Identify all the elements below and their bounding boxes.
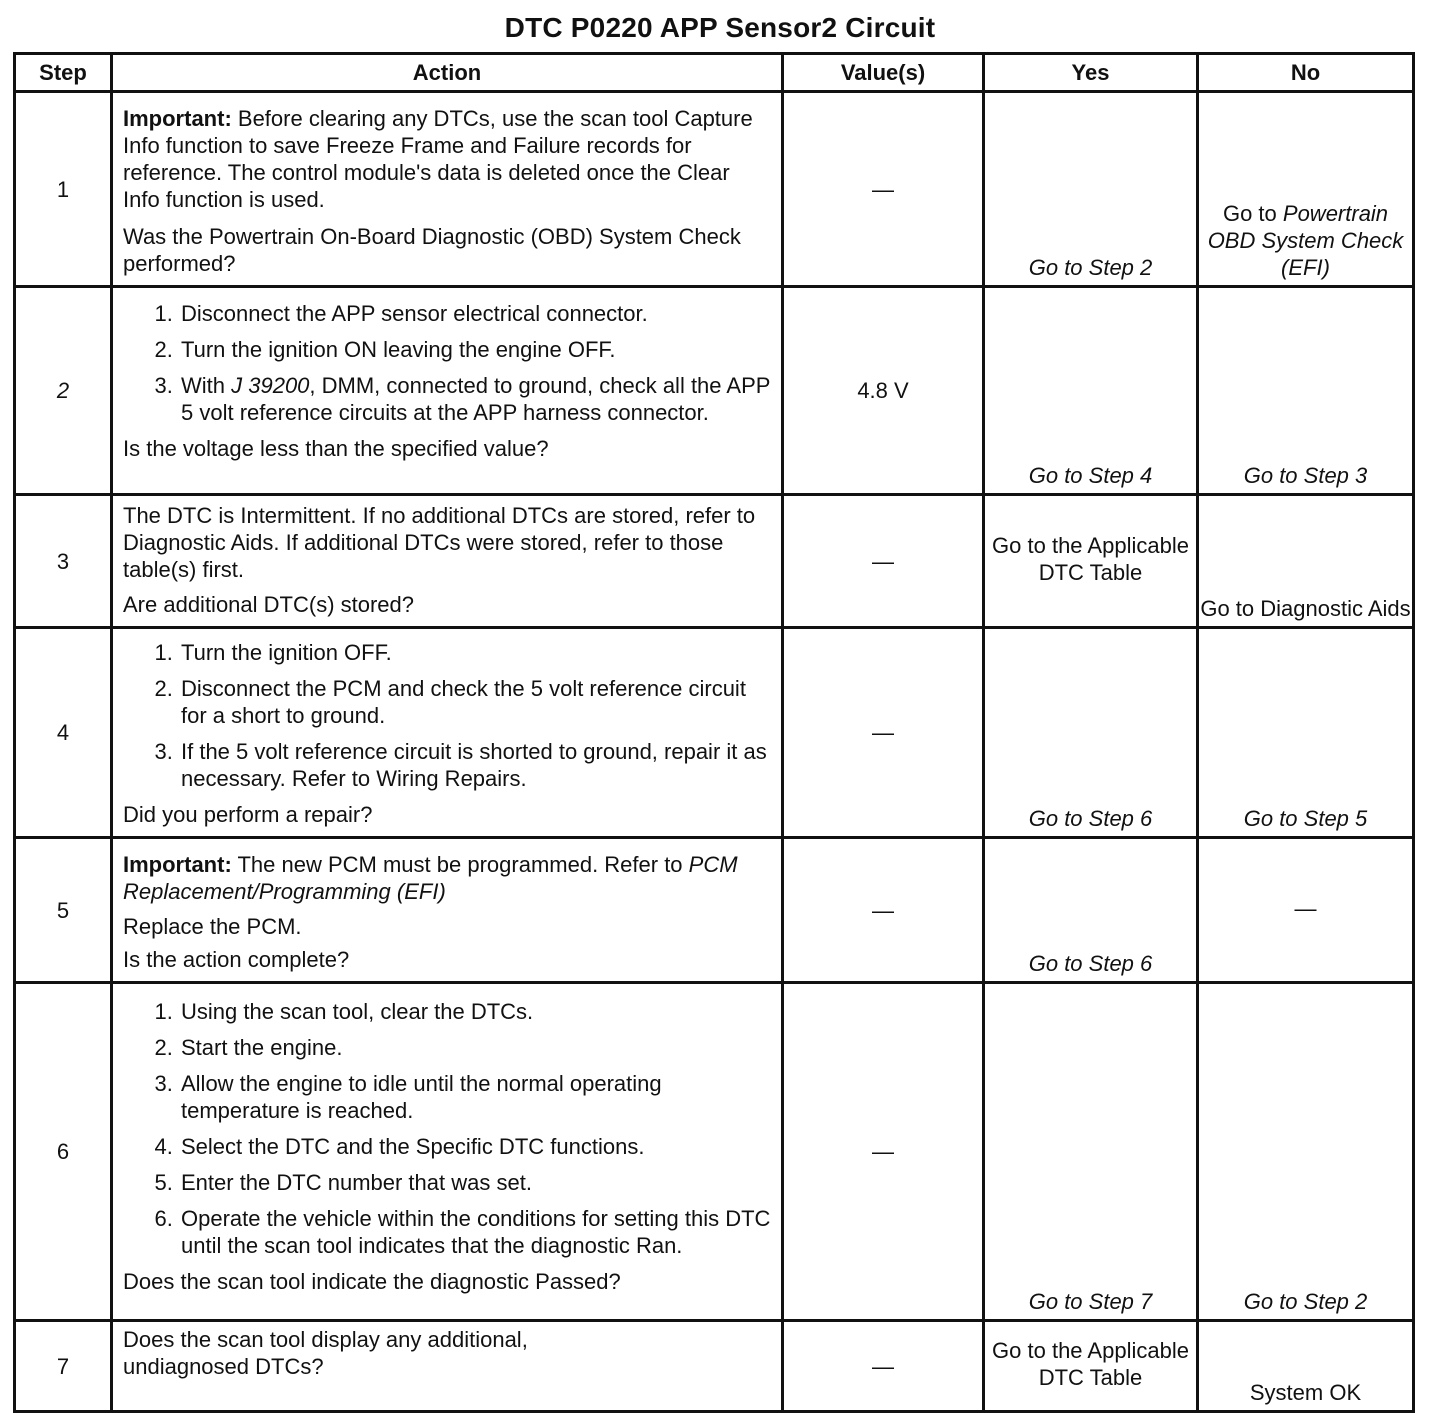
no-cell: Go to Step 3 <box>1198 287 1414 495</box>
value-cell: — <box>783 983 984 1321</box>
action-text: The DTC is Intermittent. If no additional DTCs are stored, refer to Diagnostic Aids. If additional DTCs were stored, refer to those table(s) first. <box>123 503 756 582</box>
action-steps <box>123 639 771 792</box>
header-no: No <box>1198 54 1414 92</box>
step-number: 5 <box>15 838 112 983</box>
step-number: 6 <box>15 983 112 1321</box>
action-question: Was the Powertrain On-Board Diagnostic (OBD) System Check performed? <box>123 224 741 276</box>
step-number: 4 <box>15 628 112 838</box>
step-text: With <box>181 373 225 398</box>
action-step: 2. Turn the ignition ON leaving the engine OFF. <box>179 336 771 363</box>
action-question: Is the action complete? <box>123 947 350 972</box>
action-instruction: Replace the PCM. <box>123 914 302 939</box>
no-cell: Go to Step 2 <box>1198 983 1414 1321</box>
yes-cell: Go to Step 6 <box>984 838 1198 983</box>
header-yes: Yes <box>984 54 1198 92</box>
value-cell: — <box>783 838 984 983</box>
action-step: 2. Start the engine. <box>179 1034 771 1061</box>
no-reference: Powertrain OBD System Check (EFI) <box>1207 201 1404 280</box>
important-text: Before clearing any DTCs, use the scan tool Capture Info function to save Freeze Frame and Failure records for reference. The control module's data is deleted once the Clear Info function is used. <box>123 106 753 212</box>
action-step: 1. Disconnect the APP sensor electrical connector. <box>179 300 771 327</box>
action-question: Are additional DTC(s) stored? <box>123 592 415 617</box>
table-row <box>15 1321 1414 1412</box>
tool-reference: J 39200 <box>231 373 310 398</box>
table-row <box>15 287 1414 495</box>
no-cell: — <box>1198 838 1414 983</box>
action-steps <box>123 300 771 426</box>
yes-cell: Go to Step 7 <box>984 983 1198 1321</box>
table-row <box>15 983 1414 1321</box>
yes-cell: Go to the Applicable DTC Table <box>984 1321 1198 1412</box>
value-cell: — <box>783 495 984 628</box>
action-cell <box>112 983 783 1321</box>
no-cell: Go to Step 5 <box>1198 628 1414 838</box>
action-cell <box>112 838 783 983</box>
value-cell: — <box>783 1321 984 1412</box>
action-question: Does the scan tool display any additional, undiagnosed DTCs? <box>123 1327 528 1379</box>
value-cell: — <box>783 92 984 287</box>
step-number: 3 <box>15 495 112 628</box>
action-cell <box>112 1321 783 1412</box>
no-cell: System OK <box>1198 1321 1414 1412</box>
important-text: The new PCM must be programmed. Refer to <box>237 852 683 877</box>
action-step: 1. Using the scan tool, clear the DTCs. <box>179 998 771 1025</box>
action-cell <box>112 495 783 628</box>
action-step: 3. Allow the engine to idle until the normal operating temperature is reached. <box>179 1070 771 1124</box>
dtc-table <box>13 52 1415 1413</box>
no-prefix: Go to <box>1222 201 1277 226</box>
important-reference: PCM Replacement/Programming (EFI) <box>123 852 738 904</box>
action-cell <box>112 628 783 838</box>
yes-cell: Go to the Applicable DTC Table <box>984 495 1198 628</box>
action-step: 3. If the 5 volt reference circuit is shorted to ground, repair it as necessary. Refer to Wiring Repairs. <box>179 738 771 792</box>
step-text: , DMM, connected to ground, check all the APP 5 volt reference circuits at the APP harness connector. <box>181 373 771 425</box>
yes-cell: Go to Step 2 <box>984 92 1198 287</box>
action-step: 5. Enter the DTC number that was set. <box>179 1169 771 1196</box>
header-action: Action <box>112 54 783 92</box>
action-step: 6. Operate the vehicle within the conditions for setting this DTC until the scan tool indicates that the diagnostic Ran. <box>179 1205 771 1259</box>
action-steps <box>123 998 771 1259</box>
action-question: Does the scan tool indicate the diagnostic Passed? <box>123 1269 621 1294</box>
no-cell <box>1198 92 1414 287</box>
table-row <box>15 92 1414 287</box>
yes-cell: Go to Step 4 <box>984 287 1198 495</box>
action-step: 1. Turn the ignition OFF. <box>179 639 771 666</box>
step-number: 1 <box>15 92 112 287</box>
action-cell <box>112 287 783 495</box>
action-step: 2. Disconnect the PCM and check the 5 volt reference circuit for a short to ground. <box>179 675 771 729</box>
action-step <box>179 372 771 426</box>
important-note <box>123 105 771 213</box>
value-cell: 4.8 V <box>783 287 984 495</box>
action-question: Did you perform a repair? <box>123 802 373 827</box>
important-label: Important: <box>123 852 232 877</box>
header-values: Value(s) <box>783 54 984 92</box>
important-note <box>123 851 771 905</box>
action-step: 4. Select the DTC and the Specific DTC functions. <box>179 1133 771 1160</box>
header-step: Step <box>15 54 112 92</box>
important-label: Important: <box>123 106 232 131</box>
page-title: DTC P0220 APP Sensor2 Circuit <box>504 12 936 43</box>
step-number: 2 <box>15 287 112 495</box>
table-row <box>15 838 1414 983</box>
step-number: 7 <box>15 1321 112 1412</box>
header-row <box>15 54 1414 92</box>
yes-cell: Go to Step 6 <box>984 628 1198 838</box>
action-cell <box>112 92 783 287</box>
table-row <box>15 495 1414 628</box>
value-cell: — <box>783 628 984 838</box>
table-row <box>15 628 1414 838</box>
action-question: Is the voltage less than the specified value? <box>123 436 549 461</box>
no-cell: Go to Diagnostic Aids <box>1198 495 1414 628</box>
